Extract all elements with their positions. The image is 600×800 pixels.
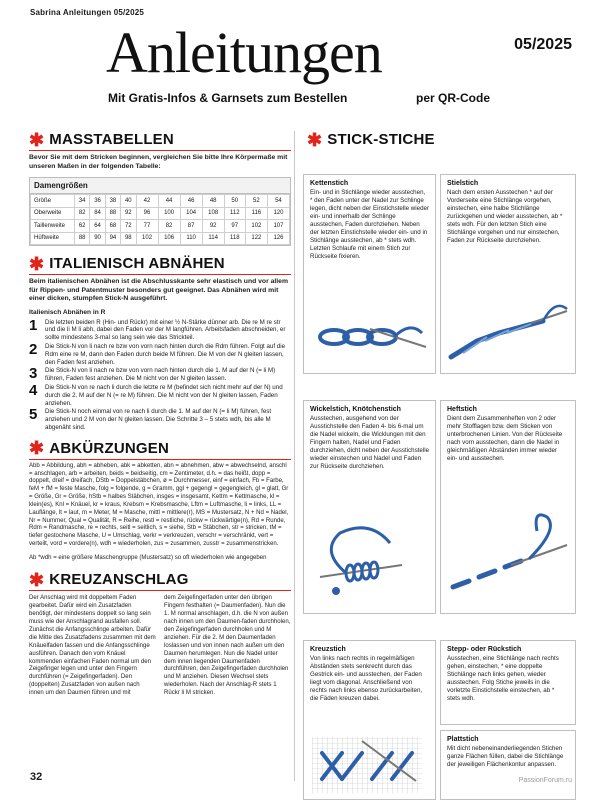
size-cell: 122	[245, 232, 267, 245]
size-cell: 110	[180, 232, 202, 245]
section-title: KREUZANSCHLAG	[49, 571, 189, 589]
size-cell: 44	[158, 195, 180, 208]
size-cell: 64	[90, 220, 105, 233]
section-italienisch	[29, 255, 291, 432]
size-cell: 97	[224, 220, 245, 233]
size-table-row	[31, 207, 290, 220]
size-cell: 102	[136, 232, 158, 245]
step-text: Die Stick-N von re nach li durch die letzte re M (befindet sich nicht mehr auf der N) und durch die 2. M auf der N (= re M) führen. Die M nicht von der N gleiten lassen, Faden anziehen.	[45, 383, 283, 407]
step-number: 1	[29, 316, 38, 334]
size-cell: 96	[136, 207, 158, 220]
size-cell: 98	[121, 232, 136, 245]
size-cell: 106	[158, 232, 180, 245]
size-cell: 87	[180, 220, 202, 233]
watermark: PassionForum.ru	[518, 777, 572, 784]
size-cell: 107	[267, 220, 289, 233]
step-list	[29, 316, 291, 432]
step-item	[29, 381, 291, 407]
stitch-text: Ausstechen, eine Stichlänge nach rechts gehen, einstechen, * eine doppelte Stichlänge nach links gehen, wieder ausstechen. Folg Stiche jeweils in die vorletzte Einstichstelle einstechen, ab * stets wdh.	[447, 655, 559, 702]
section-rule	[29, 274, 291, 275]
step-text: Die letzten beiden R (Hin- und Rückr) mit einer ½ N-Stärke dünner arb. Die re M re str und die li M li abh, dabei den Faden vor der M langführen. Arbeitsfaden abschneiden, er sollte mindestens 3-mal so lang sein wie das Strickteil.	[45, 318, 286, 342]
size-cell: 48	[202, 195, 224, 208]
stitch-text: Nach dem ersten Ausstechen * auf der Vorderseite eine Stichlänge vorgehen, einstechen, eine halbe Stichlänge zurückgehen und wieder ausstechen, ab * stets wdh. Für den letzten Stich eine Stichlänge vorgehen und nur einstechen, Faden zur Rückseite durchziehen.	[447, 189, 563, 244]
size-cell: 88	[105, 207, 120, 220]
size-cell: 50	[224, 195, 245, 208]
size-cell: 120	[267, 207, 289, 220]
step-number: 4	[29, 381, 38, 399]
size-cell: 68	[105, 220, 120, 233]
size-cell: 34	[75, 195, 90, 208]
section-title: MASSTABELLEN	[49, 131, 174, 148]
size-row-label: Hüftweite	[31, 232, 75, 245]
size-cell: 42	[136, 195, 158, 208]
kreuzanschlag-text-col1: Der Anschlag wird mit doppeltem Faden gearbeitet. Dafür wird ein Zusatzfaden benötigt, der mindestens doppelt so lang sein muss wie der Anschlagrand ausfallen soll. Zunächst die Anfangsschlinge arbeiten. Dafür die Mitte des Zusatzfadens zusammen mit dem Knäuelfaden fassen und die Anfangsschlinge ausführen. Danach den vom Knäuel kommenden einfachen Faden normal um den Zeigefinger legen und unter den Fingern durchführen (= Zeigefingerfaden). Den (doppelten) Zusatzfaden von außen nach innen um den Daumen führen und mit	[29, 595, 156, 697]
kreuzanschlag-text-col2: dem Zeigefingerfaden unter den übrigen Fingern festhalten (= Daumenfaden). Nun die 1. M normal anschlagen, d.h. die N von außen nach innen um den Daumen-faden durchholen, den Zeigefingerfaden durchholen und M anziehen. Für die 2. M den Daumenfaden loslassen und von innen nach außen um den Daumen herumlegen. Nun die Nadel unter dem innen liegenden Daumenfaden durchführen, den Zeigefingerfaden durchholen und M anziehen. Diesen Wechsel stets wiederholen. Nach der Anschlag-R stets 1 Rückr li M stricken.	[164, 595, 291, 697]
size-row-label: Größe	[31, 195, 75, 208]
left-column	[29, 131, 291, 698]
running-header: Sabrina Anleitungen 05/2025	[30, 8, 145, 17]
size-cell: 82	[158, 220, 180, 233]
size-cell: 92	[121, 207, 136, 220]
size-cell: 36	[90, 195, 105, 208]
page-subtitle-right: per QR-Code	[416, 91, 491, 105]
section-title: STICK-STICHE	[327, 131, 435, 148]
asterisk-icon: ✱	[29, 569, 45, 590]
step-number: 5	[29, 406, 38, 424]
step-item	[29, 408, 291, 431]
section-rule	[29, 150, 291, 151]
step-item	[29, 367, 291, 383]
abbreviation-note: Ab *wdh = eine größere Maschengruppe (Mustersatz) so oft wiederholen wie angegeben	[29, 555, 267, 561]
size-row-label: Taillenweite	[31, 220, 75, 233]
step-number: 2	[29, 340, 38, 358]
stitch-title: Kreuzstich	[310, 646, 346, 653]
size-cell: 82	[75, 207, 90, 220]
section-masstabellen	[29, 131, 291, 246]
stitch-text: Von links nach rechts in regelmäßigen Abständen stets senkrecht durch das Gestrick ein- und ausstechen, der Faden liegt vom diagonal. Anschließend von rechts nach links ebenso zurückarbeiten, die Fäden kreuzen dabei.	[310, 655, 423, 702]
size-cell: 102	[245, 220, 267, 233]
chain-stitch-illustration	[310, 303, 430, 367]
size-cell: 116	[245, 207, 267, 220]
section-title: ITALIENISCH ABNÄHEN	[49, 255, 225, 273]
step-item	[29, 316, 291, 342]
step-text: Die Stick-N von li nach re bzw von vorn nach hinten durch die Rdm führen. Folgt auf die Rdm eine re M, dann den Faden durch beide M führen. Die M von der N gleiten lassen, den Faden fest anziehen.	[45, 342, 286, 366]
step-item	[29, 340, 291, 366]
size-row-label: Oberweite	[31, 207, 75, 220]
stem-stitch-illustration	[447, 293, 571, 367]
stitch-title: Wickelstich, Knötchenstich	[310, 406, 401, 413]
stitch-text: Ein- und in Stichlänge wieder ausstechen, * den Faden unter der Nadel zur Schlinge legen, dicht neben der Einstichstelle wieder ein- und innerhalb der Schlinge ausstechen, Faden durchziehen. Neben der letzten Einstichstelle wieder ein- und in Stichlänge ausstechen, ab * stets wdh. Letzten Schlaufe mit einem Stich zur Rückseite fixieren.	[310, 189, 430, 260]
size-cell: 62	[75, 220, 90, 233]
asterisk-icon: ✱	[307, 129, 323, 150]
stitch-title: Stielstich	[447, 180, 479, 187]
stitch-card-rueckstich	[440, 640, 576, 725]
issue-number: 05/2025	[514, 36, 572, 53]
stitch-text: Mit dicht nebeneinanderliegenden Stichen ganze Flächen füllen, dabei die Stichlänge der jeweiligen Flächenkontur anpassen.	[447, 745, 564, 768]
stitch-card-heftstich	[440, 400, 576, 614]
abbreviation-list: Abb = Abbildung, abh = abheben, abk = abketten, abn = abnehmen, abw = abwechselnd, anschl = anschlagen, arb = arbeiten, beids = beidseitig, cm = Zentimeter, d.h. = das heißt, dopp = doppelt, dreif = dreifach, DStb = Doppelstäbchen, ø = Durchmesser, einf = einfach, Fb = Farbe, feM + fM = feste Masche, folg = folgende, g = Gramm, ggl + gegengl = gegengleich, gl = glatt, Gr = Größe, Gr = Größe, hStb = halbes Stäbchen, insges = insgesamt, Kettm = Kettmasche, kl = klein(es), Knl = Knäuel, kr = kraus, Krebsm = Krebsmasche, Lftm = Luftmasche, li = links, LL = Lauflänge, lt = laut, m = Meter, M = Masche, mittl = mittlere(r), MS = Mustersatz, N + Nd = Nadel, Nr = Nummer, Qual = Qualität, R = Reihe, restl = restliche, rückw = rückwärtige(n), Rd = Runde, Rdm = Randmasche, re = rechts, seitl = seitlich, s = siehe, Stb = Stäbchen, str = stricken, tM = tiefer gestochene Masche, U = Umschlag, verkr = verkreuzen, verschr = verschränkt, vert = verteilt, vord = vordere(n), wdh = wiederholen, zus = zusammen, zusstr = zusammenstricken.	[29, 462, 289, 548]
subheading: Italienisch Abnähen in R	[29, 308, 106, 316]
step-number: 3	[29, 365, 38, 383]
size-cell: 112	[224, 207, 245, 220]
size-table-row	[31, 232, 290, 245]
size-table-row	[31, 195, 290, 208]
stitch-card-stielstich	[440, 174, 576, 374]
section-rule	[29, 590, 291, 591]
stitch-card-wickelstich	[303, 400, 436, 614]
right-column	[299, 129, 581, 768]
column-divider	[294, 131, 295, 781]
asterisk-icon: ✱	[29, 253, 45, 274]
size-cell: 104	[180, 207, 202, 220]
size-cell: 77	[136, 220, 158, 233]
size-cell: 126	[267, 232, 289, 245]
section-intro: Beim italienischen Abnähen ist die Abschlusskante sehr elastisch und vor allem für Rippen- und Patentmuster besonders gut geeignet. Das Abnähen wird mit einer dicken, stumpfen Stick-N ausgeführt.	[29, 278, 288, 303]
size-cell: 108	[202, 207, 224, 220]
stitch-title: Kettenstich	[310, 180, 349, 187]
stitch-title: Heftstich	[447, 406, 477, 413]
asterisk-icon: ✱	[29, 438, 45, 459]
stitch-card-plattstich	[440, 730, 576, 800]
size-cell: 40	[121, 195, 136, 208]
section-kreuzanschlag	[29, 571, 291, 698]
size-cell: 52	[245, 195, 267, 208]
size-cell: 90	[90, 232, 105, 245]
size-cell: 88	[75, 232, 90, 245]
page-title: Anleitungen	[106, 20, 382, 85]
size-table-row	[31, 220, 290, 233]
page-number: 32	[30, 771, 43, 783]
stitch-text: Dient dem Zusammenheften von 2 oder mehr Stofflagen bzw. dem Sticken von unterbrochenen Linien. Von der Rückseite nach vorn ausstechen, dann die Nadel in gleichmäßigen Abständen immer wieder ein- und ausstechen.	[447, 415, 563, 462]
step-text: Die Stick-N von li nach re bzw von vorn nach hinten durch die 1. M auf der N (= li M) führen, Faden fest anziehen. Die M nicht von der N gleiten lassen.	[45, 367, 276, 383]
cross-stitch-illustration	[312, 733, 430, 795]
stitch-title: Plattstich	[447, 736, 479, 743]
stitch-text: Ausstechen, ausgehend von der Ausstichstelle den Faden 4- bis 6-mal um die Nadel wickeln, die Wicklungen mit den Fingern halten, Nadel und Faden durchziehen, dicht neben der Ausstichstelle wieder einstechen und Nadel und Faden zur Rückseite durchziehen.	[310, 415, 430, 470]
size-cell: 92	[202, 220, 224, 233]
size-cell: 118	[224, 232, 245, 245]
size-cell: 94	[105, 232, 120, 245]
stitch-title: Stepp- oder Rückstich	[447, 646, 522, 653]
step-text: Die Stick-N noch einmal von re nach li durch die 1. M auf der N (= li M) führen, fest anziehen und 2 M von der N gleiten lassen. Die Schritte 3 – 5 stets wdh, bis alle M abgenäht sind.	[45, 408, 272, 431]
size-cell: 84	[90, 207, 105, 220]
asterisk-icon: ✱	[29, 129, 45, 150]
size-cell: 72	[121, 220, 136, 233]
section-abkuerzungen	[29, 440, 291, 563]
size-cell: 100	[158, 207, 180, 220]
size-cell: 46	[180, 195, 202, 208]
section-rule	[29, 459, 291, 460]
size-cell: 114	[202, 232, 224, 245]
section-title: ABKÜRZUNGEN	[49, 439, 169, 457]
running-stitch-illustration	[447, 509, 571, 607]
size-cell: 54	[267, 195, 289, 208]
size-table-caption: Damengrößen	[30, 178, 290, 194]
stitch-card-kreuzstich	[303, 640, 436, 800]
french-knot-illustration	[310, 521, 430, 607]
stitch-card-kettenstich	[303, 174, 436, 374]
size-table	[29, 177, 291, 246]
section-intro: Bevor Sie mit dem Stricken beginnen, vergleichen Sie bitte Ihre Körpermaße mit unseren Maßen in der folgenden Tabelle:	[29, 154, 288, 170]
size-cell: 38	[105, 195, 120, 208]
page-subtitle: Mit Gratis-Infos & Garnsets zum Bestellen	[108, 91, 348, 105]
